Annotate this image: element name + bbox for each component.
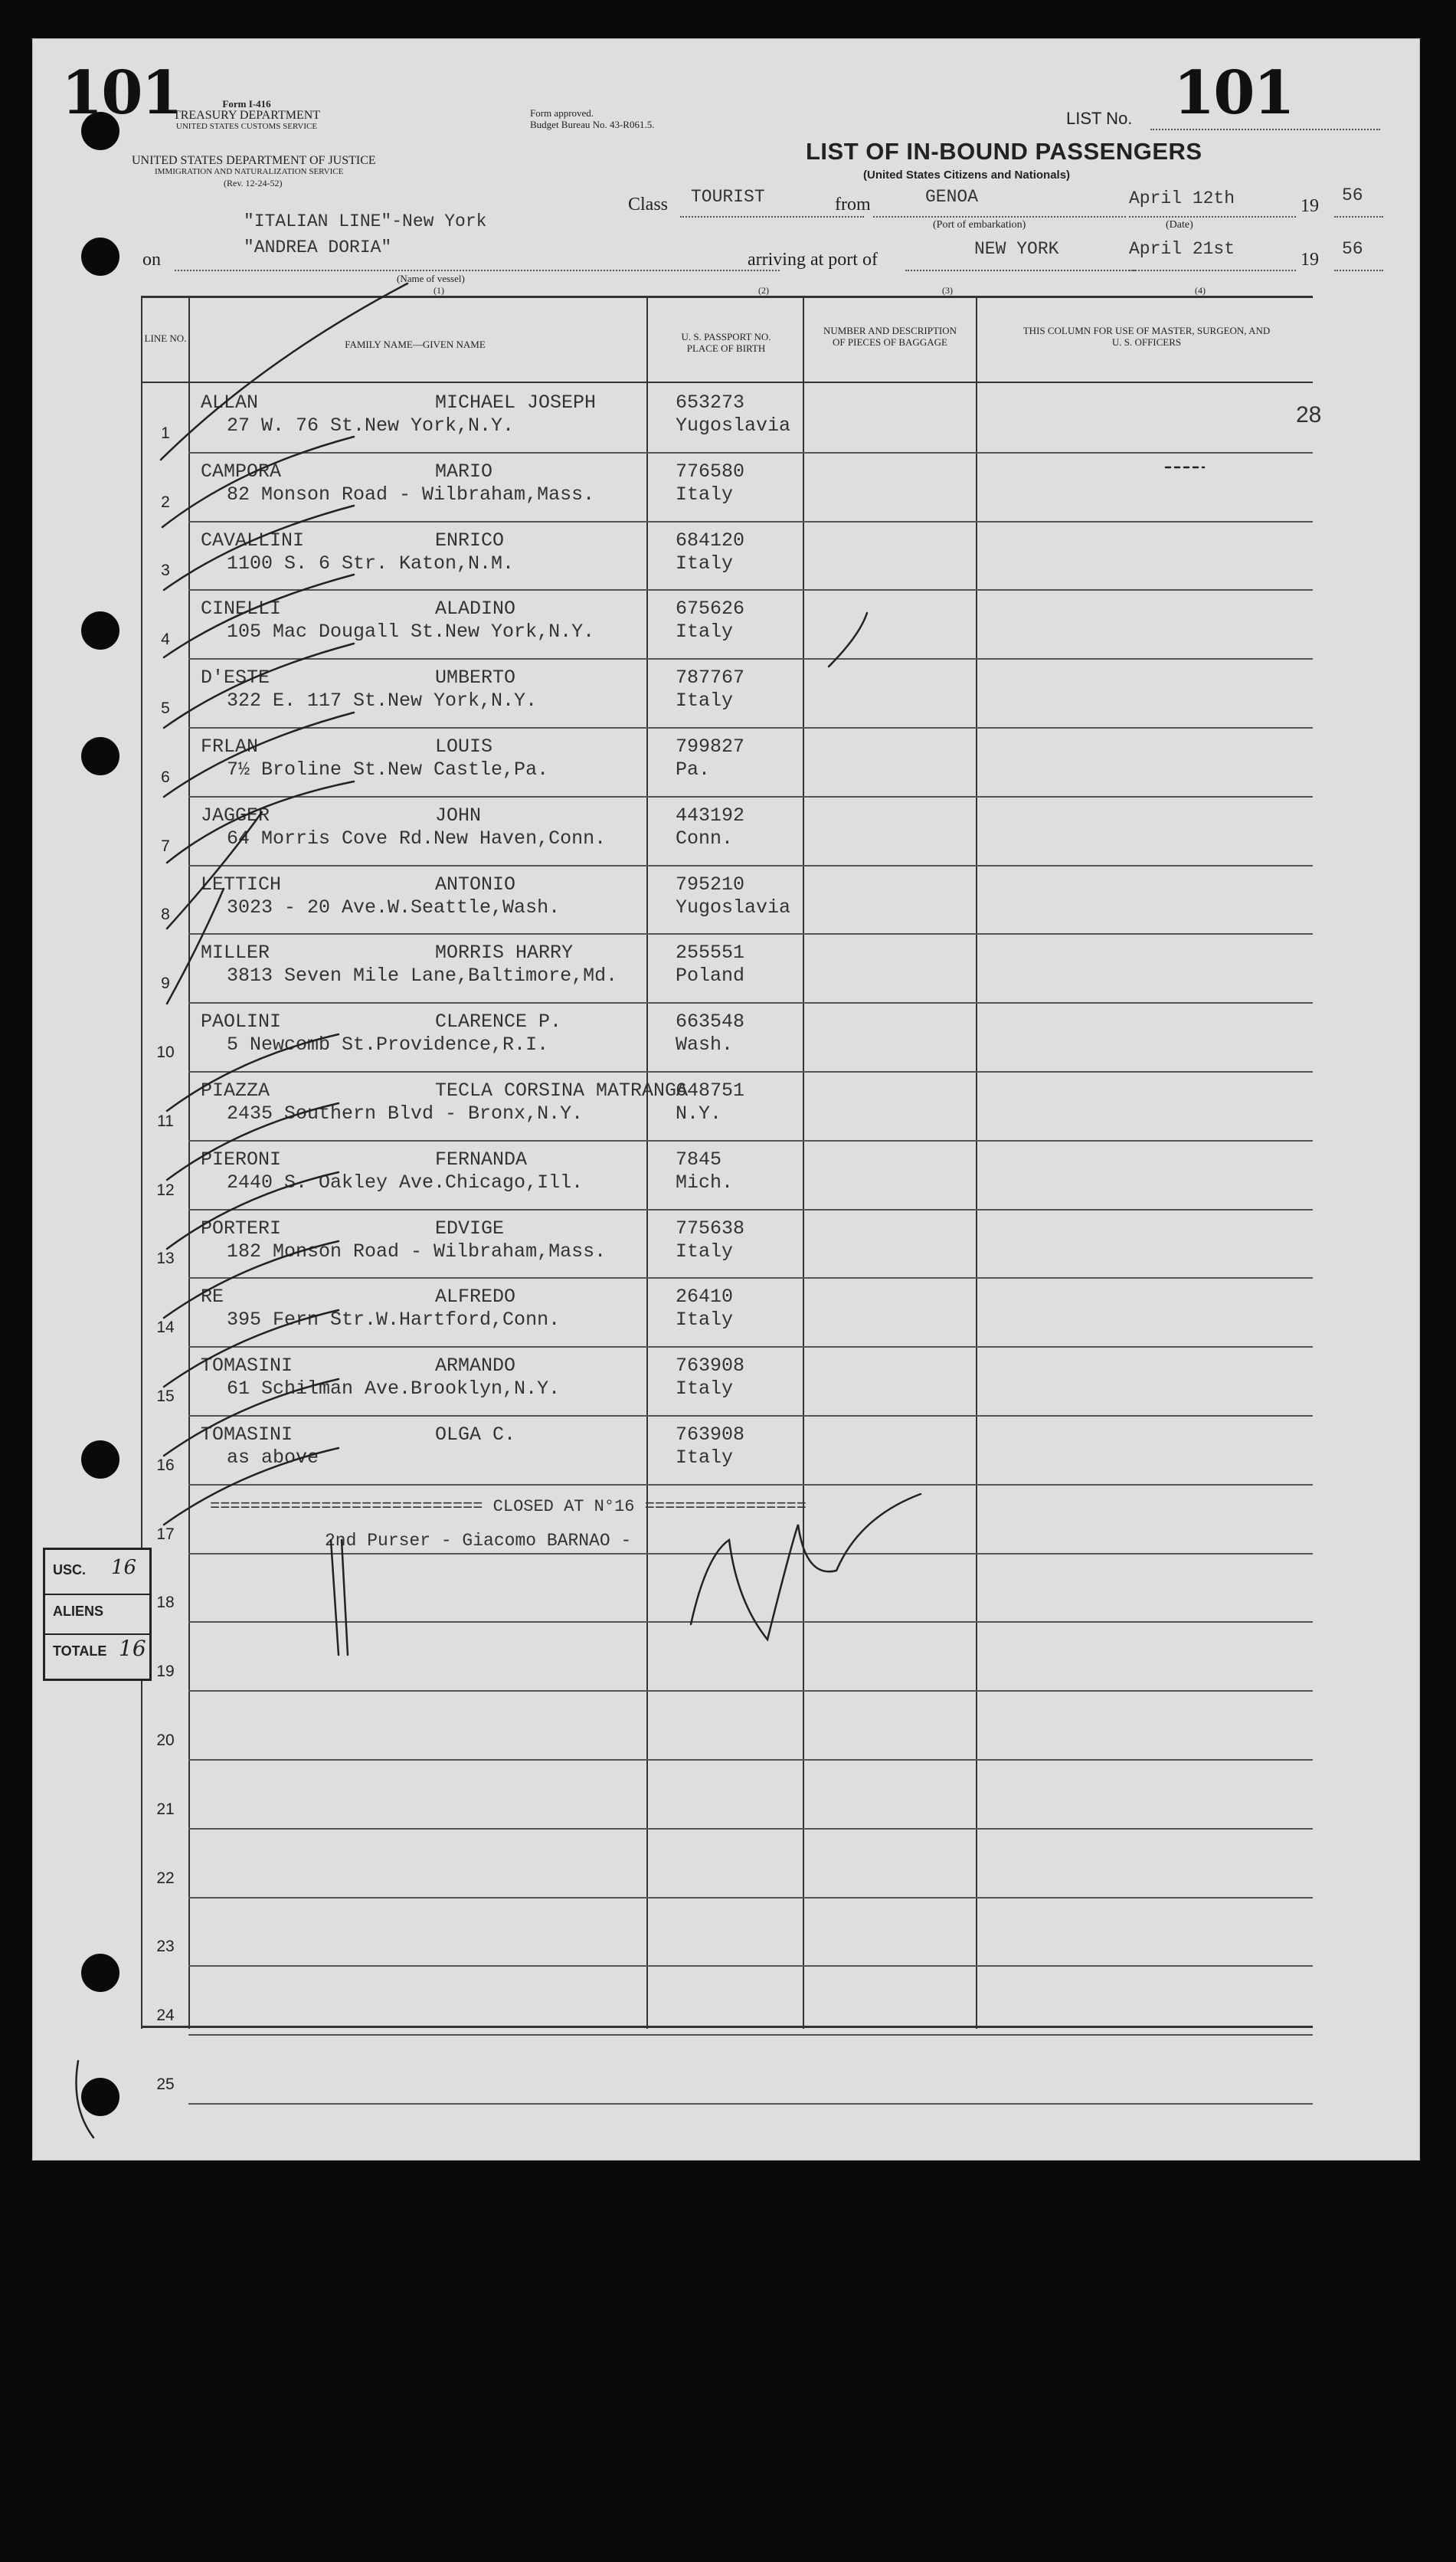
family-name: PORTERI xyxy=(201,1217,282,1240)
passport-number: 653273 xyxy=(676,392,745,414)
form-immigration: IMMIGRATION AND NATURALIZATION SERVICE xyxy=(155,167,344,176)
line-number: 17 xyxy=(156,1525,175,1543)
form-rev: (Rev. 12-24-52) xyxy=(224,178,283,188)
passport-number: 675626 xyxy=(676,598,745,621)
page-subtitle: (United States Citizens and Nationals) xyxy=(863,169,1071,182)
col-3-caption: (3) xyxy=(942,285,953,296)
address: 2435 Southern Blvd - Bronx,N.Y. xyxy=(227,1102,584,1125)
column-header-name: FAMILY NAME—GIVEN NAME xyxy=(345,339,486,350)
given-name: MARIO xyxy=(435,460,493,483)
family-name: D'ESTE xyxy=(201,667,270,690)
column-header-passport: U. S. PASSPORT NO. PLACE OF BIRTH xyxy=(681,331,771,354)
place-of-birth: N.Y. xyxy=(676,1102,722,1125)
col-1-caption: (1) xyxy=(434,285,444,296)
arrival-date: April 21st xyxy=(1129,239,1235,259)
line-number: 16 xyxy=(156,1456,175,1474)
closed-line: =========================== CLOSED AT N°16 ================ xyxy=(210,1497,807,1516)
from-label: from xyxy=(835,195,871,215)
family-name: FRLAN xyxy=(201,736,259,758)
address: 3023 - 20 Ave.W.Seattle,Wash. xyxy=(227,896,561,919)
family-name: TOMASINI xyxy=(201,1424,293,1446)
given-name: MORRIS HARRY xyxy=(435,942,574,965)
family-name: CINELLI xyxy=(201,598,282,621)
place-of-birth: Mich. xyxy=(676,1171,734,1194)
form-id: Form I-416 xyxy=(222,98,271,110)
line-number: 21 xyxy=(156,1800,175,1818)
line-number: 19 xyxy=(156,1663,175,1681)
total-value: 16 xyxy=(119,1636,146,1661)
from-value: GENOA xyxy=(925,187,979,207)
passport-number: 26410 xyxy=(676,1286,734,1309)
address: 3813 Seven Mile Lane,Baltimore,Md. xyxy=(227,965,618,988)
passport-number: 795210 xyxy=(676,873,745,896)
given-name: LOUIS xyxy=(435,736,493,758)
place-of-birth: Italy xyxy=(676,1240,734,1263)
usc-value: 16 xyxy=(111,1556,137,1579)
place-of-birth: Yugoslavia xyxy=(676,414,791,437)
line-number: 12 xyxy=(156,1181,175,1199)
family-name: CAMPORA xyxy=(201,460,282,483)
family-name: MILLER xyxy=(201,942,270,965)
form-service: UNITED STATES CUSTOMS SERVICE xyxy=(175,122,318,131)
line-number: 1 xyxy=(161,424,170,442)
family-name: PAOLINI xyxy=(201,1011,282,1034)
place-of-birth: Poland xyxy=(676,965,745,988)
line-number: 13 xyxy=(156,1250,175,1268)
line-number: 25 xyxy=(156,2075,175,2093)
given-name: UMBERTO xyxy=(435,667,516,690)
given-name: EDVIGE xyxy=(435,1217,505,1240)
arriving-label: arriving at port of xyxy=(748,250,878,270)
given-name: MICHAEL JOSEPH xyxy=(435,392,597,414)
address: as above xyxy=(227,1446,319,1469)
line-number: 8 xyxy=(161,906,170,924)
address: 5 Newcomb St.Providence,R.I. xyxy=(227,1034,549,1057)
line-number: 10 xyxy=(156,1043,175,1061)
line-number: 20 xyxy=(156,1731,175,1749)
family-name: PIERONI xyxy=(201,1148,282,1171)
vessel-caption: (Name of vessel) xyxy=(397,273,465,284)
place-of-birth: Italy xyxy=(676,1446,734,1469)
arrival-year-prefix: 19 xyxy=(1301,250,1319,270)
family-name: ALLAN xyxy=(201,392,259,414)
total-label: TOTALE xyxy=(53,1643,107,1659)
given-name: ENRICO xyxy=(435,529,505,552)
passport-number: 7845 xyxy=(676,1148,722,1171)
line-number: 9 xyxy=(161,975,170,993)
list-no-label: LIST No. xyxy=(1066,109,1133,128)
address: 105 Mac Dougall St.New York,N.Y. xyxy=(227,621,595,644)
passport-number: 648751 xyxy=(676,1080,745,1102)
address: 82 Monson Road - Wilbraham,Mass. xyxy=(227,483,595,506)
vessel-line-2: "ANDREA DORIA" xyxy=(244,238,392,257)
column-header-line-no: LINE NO. xyxy=(144,333,187,344)
family-name: TOMASINI xyxy=(201,1355,293,1378)
given-name: ALFREDO xyxy=(435,1286,516,1309)
line-number: 6 xyxy=(161,768,170,786)
class-label: Class xyxy=(628,195,669,215)
date-caption: (Date) xyxy=(1166,219,1193,231)
line-number: 23 xyxy=(156,1938,175,1956)
family-name: RE xyxy=(201,1286,224,1309)
passport-number: 684120 xyxy=(676,529,745,552)
address: 1100 S. 6 Str. Katon,N.M. xyxy=(227,552,515,575)
place-of-birth: Italy xyxy=(676,690,734,713)
given-name: JOHN xyxy=(435,804,482,827)
line-number: 11 xyxy=(157,1112,174,1130)
address: 2440 S. Oakley Ave.Chicago,Ill. xyxy=(227,1171,584,1194)
line-number: 2 xyxy=(161,493,170,511)
depart-date: April 12th xyxy=(1129,188,1235,208)
passport-number: 443192 xyxy=(676,804,745,827)
family-name: CAVALLINI xyxy=(201,529,305,552)
col-2-caption: (2) xyxy=(758,285,769,296)
passport-number: 663548 xyxy=(676,1011,745,1034)
given-name: TECLA CORSINA MATRANGA xyxy=(435,1080,689,1102)
line-number: 15 xyxy=(156,1387,175,1405)
address: 395 Fern Str.W.Hartford,Conn. xyxy=(227,1309,561,1332)
passport-number: 787767 xyxy=(676,667,745,690)
place-of-birth: Italy xyxy=(676,621,734,644)
manifest-page xyxy=(32,38,1420,2161)
form-justice: UNITED STATES DEPARTMENT OF JUSTICE xyxy=(132,154,376,167)
address: 27 W. 76 St.New York,N.Y. xyxy=(227,414,515,437)
arrival-year: 56 xyxy=(1342,239,1363,259)
handwriting-overlay xyxy=(32,38,1420,2161)
passport-number: 799827 xyxy=(676,736,745,758)
family-name: JAGGER xyxy=(201,804,270,827)
depart-year: 56 xyxy=(1342,185,1363,205)
col-4-caption: (4) xyxy=(1195,285,1206,296)
line-number: 4 xyxy=(161,631,170,649)
given-name: ANTONIO xyxy=(435,873,516,896)
purser-line: 2nd Purser - Giacomo BARNAO - xyxy=(325,1531,632,1551)
passport-number: 763908 xyxy=(676,1355,745,1378)
on-label: on xyxy=(142,250,161,270)
form-budget: Budget Bureau No. 43-R061.5. xyxy=(530,119,655,130)
port-embark-caption: (Port of embarkation) xyxy=(933,219,1026,231)
line-number: 18 xyxy=(156,1594,175,1612)
given-name: OLGA C. xyxy=(435,1424,516,1446)
given-name: ALADINO xyxy=(435,598,516,621)
place-of-birth: Italy xyxy=(676,552,734,575)
passport-number: 776580 xyxy=(676,460,745,483)
place-of-birth: Wash. xyxy=(676,1034,734,1057)
given-name: FERNANDA xyxy=(435,1148,528,1171)
given-name: CLARENCE P. xyxy=(435,1011,562,1034)
page-title: LIST OF IN-BOUND PASSENGERS xyxy=(806,138,1202,165)
form-approved: Form approved. xyxy=(530,107,594,119)
family-name: PIAZZA xyxy=(201,1080,270,1102)
officer-note: 28 xyxy=(1296,402,1322,428)
address: 61 Schilman Ave.Brooklyn,N.Y. xyxy=(227,1378,561,1401)
place-of-birth: Yugoslavia xyxy=(676,896,791,919)
place-of-birth: Italy xyxy=(676,483,734,506)
address: 64 Morris Cove Rd.New Haven,Conn. xyxy=(227,827,607,850)
passport-number: 775638 xyxy=(676,1217,745,1240)
column-header-officers: THIS COLUMN FOR USE OF MASTER, SURGEON, AND U. S. OFFICERS xyxy=(1022,325,1271,348)
line-number: 22 xyxy=(156,1869,175,1887)
line-number: 5 xyxy=(161,699,170,717)
place-of-birth: Italy xyxy=(676,1378,734,1401)
column-header-baggage: NUMBER AND DESCRIPTION OF PIECES OF BAGGAGE xyxy=(823,325,957,348)
depart-year-prefix: 19 xyxy=(1301,196,1319,216)
line-number: 7 xyxy=(161,837,170,855)
address: 7½ Broline St.New Castle,Pa. xyxy=(227,758,549,781)
form-department: TREASURY DEPARTMENT xyxy=(172,109,321,122)
vessel-line-1: "ITALIAN LINE"-New York xyxy=(244,211,487,231)
given-name: ARMANDO xyxy=(435,1355,516,1378)
line-number: 24 xyxy=(156,2007,175,2025)
address: 322 E. 117 St.New York,N.Y. xyxy=(227,690,538,713)
passport-number: 763908 xyxy=(676,1424,745,1446)
page-number-right: 101 xyxy=(1173,58,1294,128)
arrival-port: NEW YORK xyxy=(974,239,1059,259)
address: 182 Monson Road - Wilbraham,Mass. xyxy=(227,1240,607,1263)
place-of-birth: Conn. xyxy=(676,827,734,850)
usc-label: USC. xyxy=(53,1562,87,1577)
line-number: 3 xyxy=(161,562,170,580)
passport-number: 255551 xyxy=(676,942,745,965)
page-number-left: 101 xyxy=(61,58,182,128)
place-of-birth: Italy xyxy=(676,1309,734,1332)
family-name: LETTICH xyxy=(201,873,282,896)
class-value: TOURIST xyxy=(691,187,765,207)
place-of-birth: Pa. xyxy=(676,758,711,781)
line-number: 14 xyxy=(156,1319,175,1337)
aliens-label: ALIENS xyxy=(53,1604,104,1619)
